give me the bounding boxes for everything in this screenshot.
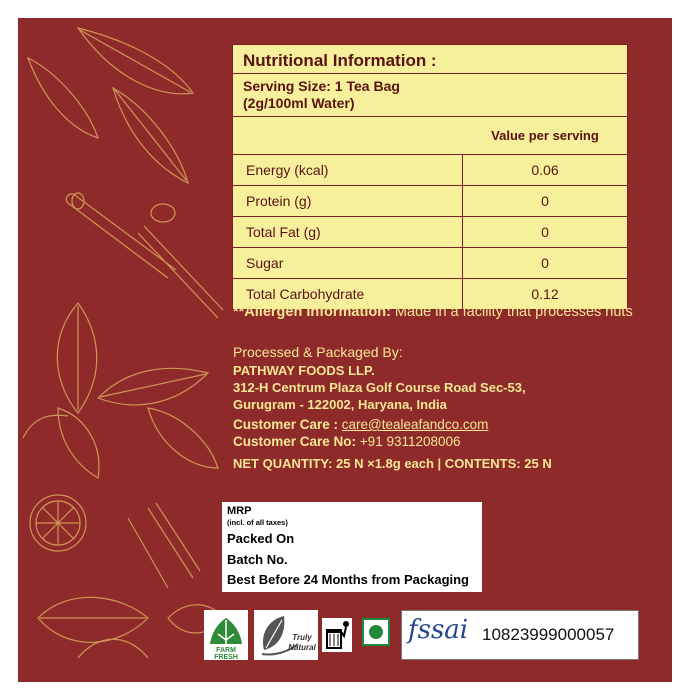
serving-size-line1: Serving Size: 1 Tea Bag [243, 78, 400, 94]
table-row [233, 186, 627, 217]
packed-on-label: Packed On [227, 531, 295, 546]
allergen-info [233, 304, 633, 321]
farm-fresh-badge [204, 610, 248, 660]
table-header-row [233, 117, 627, 155]
dustbin-badge [322, 618, 352, 652]
nutrient-label: Sugar [233, 248, 463, 278]
net-quantity: NET QUANTITY: 25 N ×1.8g each | CONTENTS: 25 N [233, 456, 552, 471]
veg-mark-icon [364, 620, 388, 644]
mrp-label: MRP [227, 505, 252, 517]
farm-label: FARM [216, 647, 236, 654]
nutrient-label: Protein (g) [233, 186, 463, 216]
fssai-logo-icon: fssai [408, 615, 469, 645]
mrp-box [222, 502, 482, 592]
customer-care-email-link[interactable]: care@tealeafandco.com [341, 417, 489, 432]
dustbin-icon [322, 618, 352, 652]
company-address-line1: 312-H Centrum Plaza Golf Course Road Sec-53, [233, 380, 526, 395]
best-before-label: Best Before 24 Months from Packaging [227, 572, 469, 587]
table-row [233, 217, 627, 248]
truly-natural-badge [254, 610, 318, 660]
processed-by: Processed & Packaged By: [233, 344, 403, 360]
nutrient-value: 0 [541, 255, 549, 271]
nutrient-value: 0.06 [531, 162, 559, 178]
label-panel [18, 18, 672, 682]
truly-natural-leaf-icon [254, 610, 318, 660]
table-row [233, 155, 627, 186]
nutrient-label: Total Fat (g) [233, 217, 463, 247]
serving-size [233, 74, 627, 117]
customer-care-phone-label: Customer Care No: [233, 434, 357, 449]
mrp-incl-taxes: (incl. of all taxes) [227, 518, 288, 527]
value-per-serving-header: Value per serving [491, 128, 599, 143]
nutrient-label: Energy (kcal) [233, 155, 463, 185]
allergen-label: **Allergen Information: [233, 304, 391, 320]
natural-label: Natural [288, 643, 316, 652]
customer-care-email-label: Customer Care : [233, 417, 339, 432]
fresh-label: FRESH [214, 654, 238, 660]
herbal-illustration-icon [18, 18, 228, 682]
customer-care-phone: +91 9311208006 [359, 434, 461, 449]
allergen-text: Made in a facility that processes nuts [390, 304, 633, 320]
nutrient-label: Total Carbohydrate [233, 279, 463, 309]
nutrition-title: Nutritional Information : [233, 45, 627, 74]
company-info [233, 362, 526, 413]
serving-size-line2: (2g/100ml Water) [243, 95, 355, 111]
company-address-line2: Gurugram - 122002, Haryana, India [233, 397, 447, 412]
customer-care [233, 416, 488, 450]
fssai-box [401, 610, 639, 660]
veg-mark [362, 618, 390, 646]
nutrient-value: 0.12 [531, 286, 559, 302]
farm-fresh-icon [204, 610, 248, 660]
batch-no-label: Batch No. [227, 552, 288, 567]
fssai-license-number: 10823999000057 [482, 625, 615, 644]
nutrient-value: 0 [541, 193, 549, 209]
table-row [233, 248, 627, 279]
nutrition-table [232, 44, 628, 310]
truly-label: Truly [292, 633, 312, 642]
company-name: PATHWAY FOODS LLP. [233, 363, 375, 378]
nutrient-value: 0 [541, 224, 549, 240]
